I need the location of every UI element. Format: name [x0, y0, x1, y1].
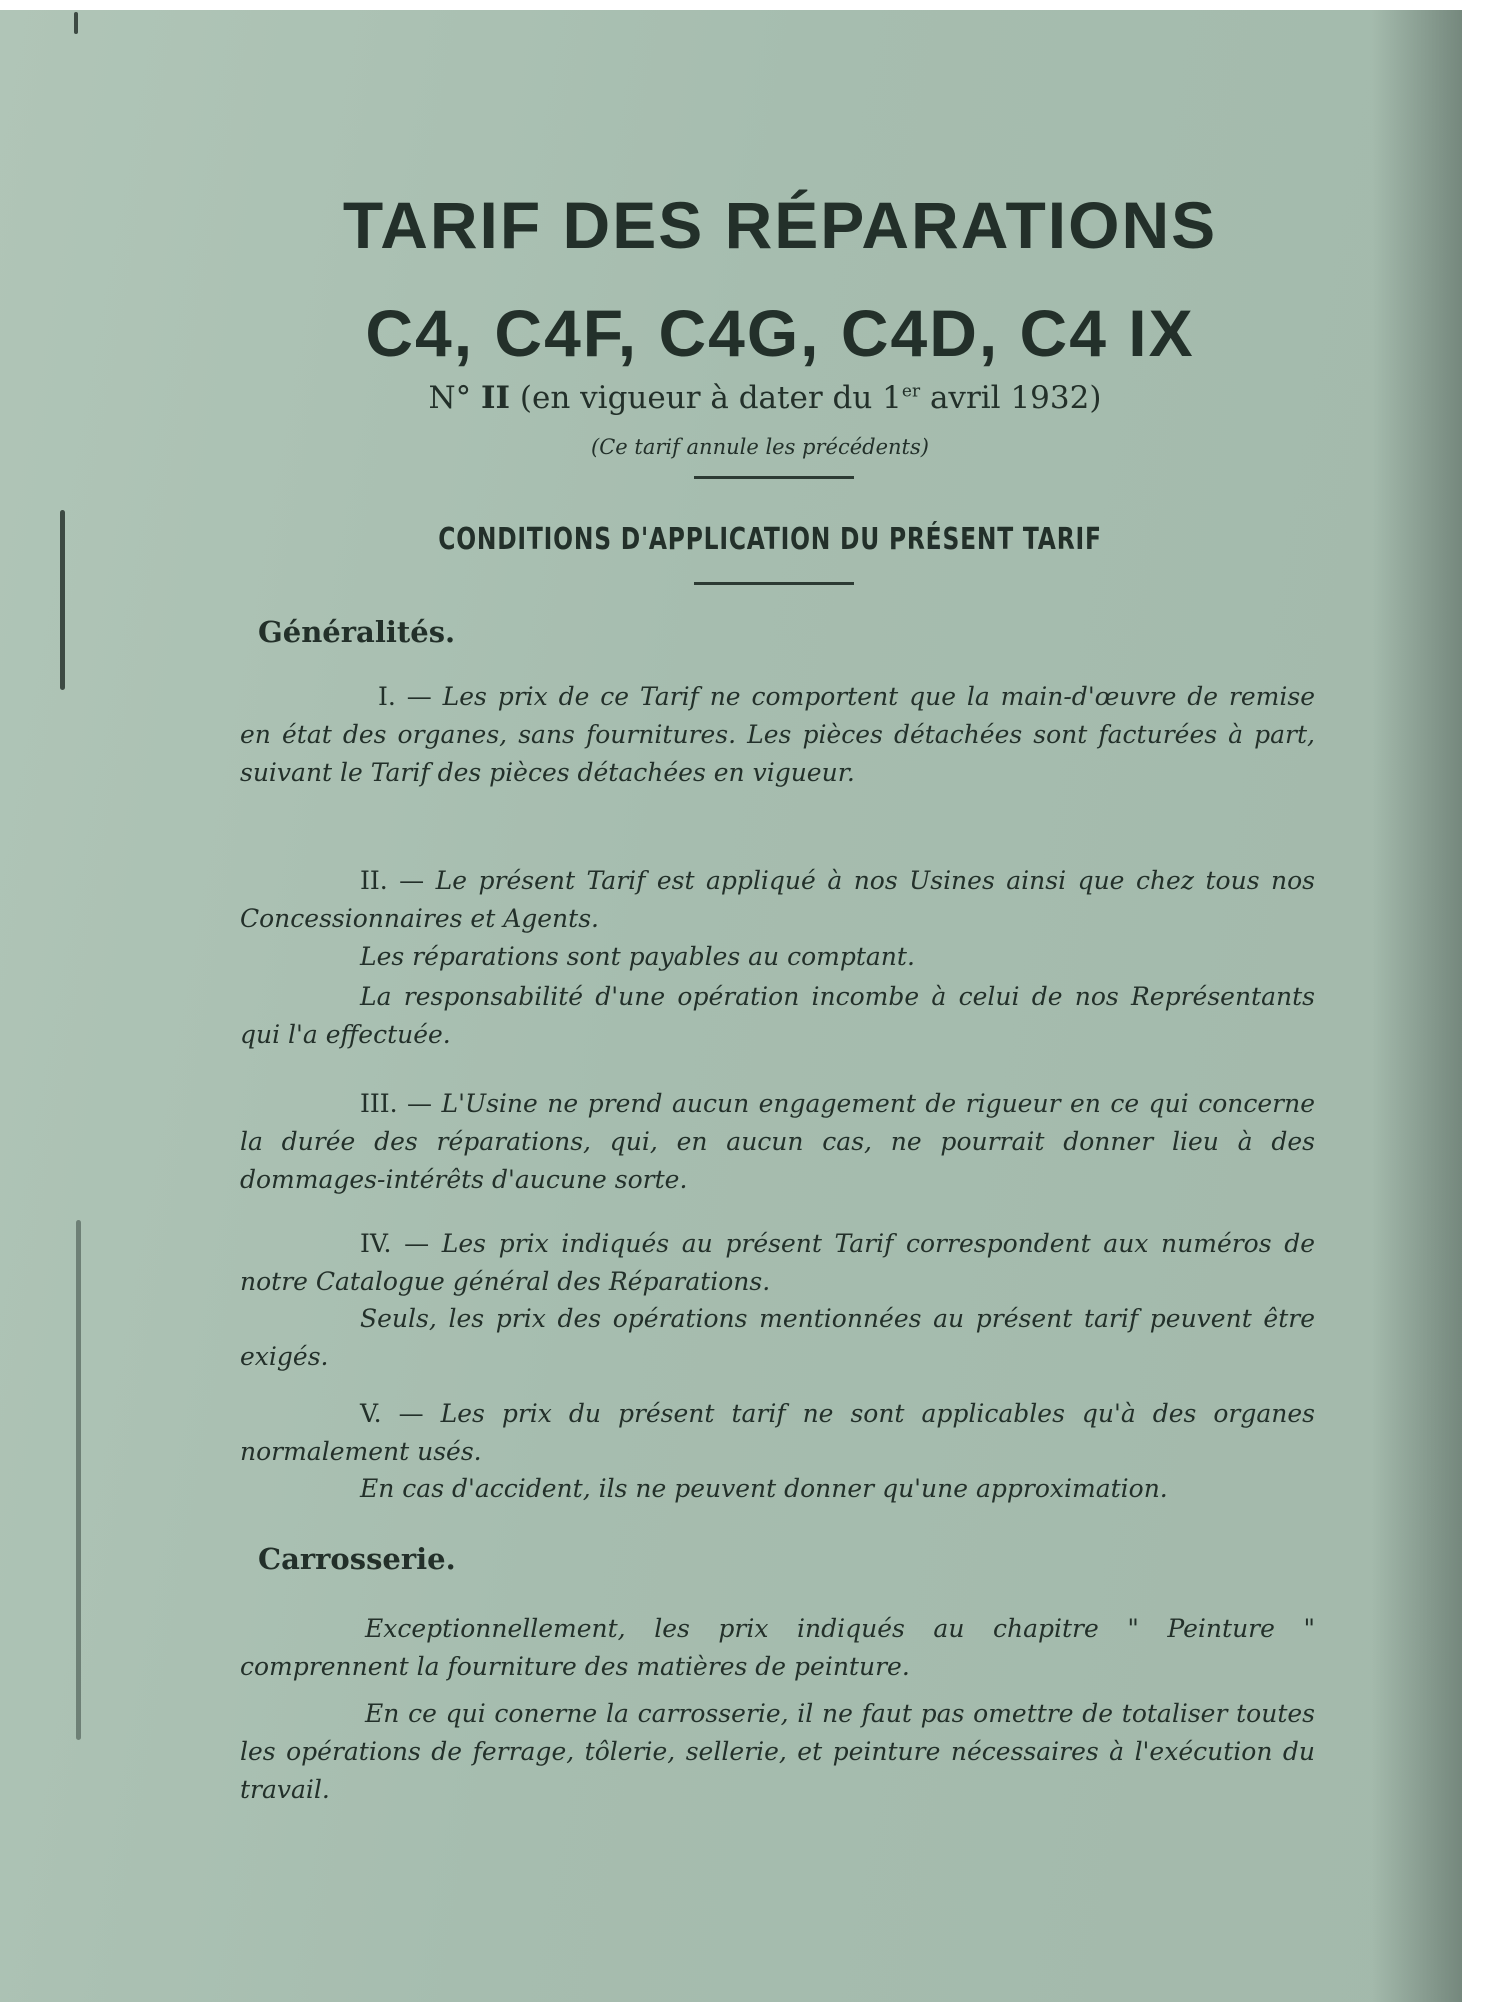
supersedes-note: (Ce tarif annule les précédents) — [591, 435, 929, 459]
paragraph-4-number: IV. — — [360, 1229, 442, 1258]
paragraph-5-number: V. — — [360, 1399, 441, 1428]
carrosserie-paragraph-1-text: Exceptionnellement, les prix indiqués au chapitre " Peinture " comprennent la fourniture des matières de peinture. — [240, 1614, 1315, 1681]
paragraph-2c — [240, 978, 1315, 1054]
edition-line — [0, 380, 1462, 416]
divider-top — [694, 476, 854, 479]
section-heading-carrosserie: Carrosserie. — [258, 1542, 456, 1576]
paragraph-1-text: Les prix de ce Tarif ne comportent que la main-d'œuvre de remise en état des organes, sans fournitures. Les pièces détachées sont facturées à part, suivant le Tarif des pièces détachées en vigueur. — [240, 682, 1316, 787]
paragraph-2c-text: La responsabilité d'une opération incombe à celui de nos Représentants qui l'a effectuée. — [240, 982, 1315, 1049]
paragraph-4-text: Les prix indiqués au présent Tarif correspondent aux numéros de notre Catalogue général des Réparations. — [240, 1229, 1315, 1296]
paragraph-2 — [240, 862, 1315, 938]
document-page — [0, 10, 1462, 2002]
binding-mark-top — [74, 12, 78, 34]
paragraph-1-number: I. — — [378, 682, 443, 711]
divider-bottom — [694, 582, 854, 585]
edition-text: (en vigueur à dater du 1 — [510, 380, 902, 416]
paragraph-4b — [240, 1300, 1315, 1376]
paragraph-2b — [240, 938, 1315, 976]
carrosserie-paragraph-1 — [240, 1610, 1315, 1686]
binding-mark-middle — [60, 510, 65, 690]
title-line-2: C4, C4F, C4G, C4D, C4 IX — [365, 296, 1195, 370]
paragraph-2b-text: Les réparations sont payables au comptant. — [360, 942, 915, 971]
binding-mark-lower — [76, 1220, 81, 1740]
paragraph-2-number: II. — — [360, 866, 436, 895]
title-line-1: TARIF DES RÉPARATIONS — [342, 188, 1218, 262]
paragraph-3 — [240, 1085, 1315, 1199]
paragraph-3-text: L'Usine ne prend aucun engagement de rigueur en ce qui concerne la durée des réparations, qui, en aucun cas, ne pourrait donner lieu à des dommages-intérêts d'aucune sorte. — [240, 1089, 1316, 1194]
paragraph-2-text: Le présent Tarif est appliqué à nos Usines ainsi que chez tous nos Concessionnaires et Agents. — [240, 866, 1316, 933]
paragraph-1 — [240, 678, 1315, 792]
paragraph-3-number: III. — — [360, 1089, 442, 1118]
conditions-heading: CONDITIONS D'APPLICATION DU PRÉSENT TARIF — [438, 522, 1102, 557]
page-margin-right — [1462, 0, 1500, 2002]
carrosserie-paragraph-2-text: En ce qui conerne la carrosserie, il ne faut pas omettre de totaliser toutes les opérations de ferrage, tôlerie, sellerie, et peinture nécessaires à l'exécution du travail. — [240, 1699, 1315, 1804]
paragraph-5-text: Les prix du présent tarif ne sont applicables qu'à des organes normalement usés. — [240, 1399, 1315, 1466]
edition-sup: er — [901, 381, 921, 402]
edition-date: avril 1932) — [920, 380, 1102, 416]
paragraph-4 — [240, 1225, 1315, 1301]
edition-number: II — [481, 380, 511, 416]
carrosserie-paragraph-2 — [240, 1695, 1315, 1809]
edition-prefix: N° — [428, 380, 482, 416]
section-heading-generalites: Généralités. — [258, 615, 456, 649]
paragraph-4b-text: Seuls, les prix des opérations mentionnées au présent tarif peuvent être exigés. — [240, 1304, 1315, 1371]
paragraph-5 — [240, 1395, 1315, 1471]
paragraph-5b-text: En cas d'accident, ils ne peuvent donner qu'une approximation. — [360, 1474, 1168, 1503]
paragraph-5b — [240, 1470, 1315, 1508]
